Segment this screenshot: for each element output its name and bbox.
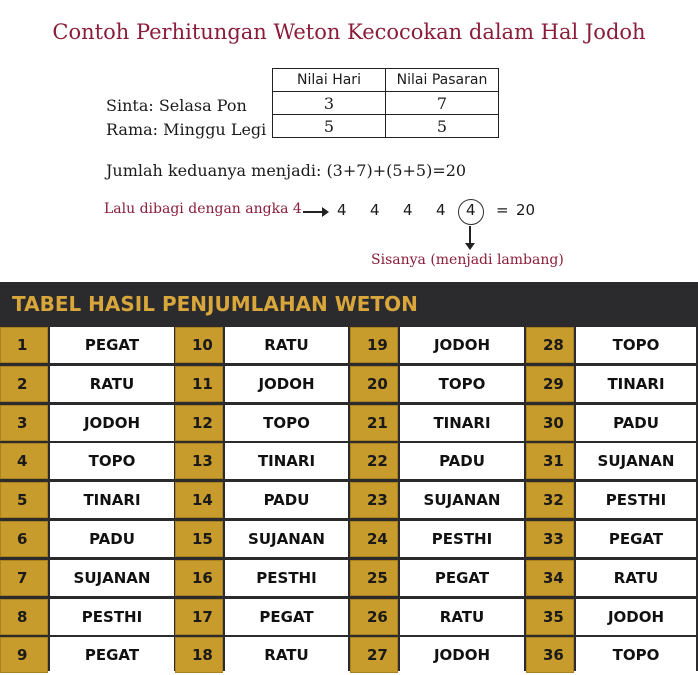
weton-result: PESTHI — [50, 599, 174, 635]
weton-result: PADU — [225, 482, 348, 518]
person-rama: Rama: Minggu Legi — [106, 120, 267, 139]
remainder-note: Sisanya (menjadi lambang) — [371, 252, 564, 268]
table-row — [0, 442, 698, 481]
down-arrow-icon — [469, 226, 471, 246]
weton-result: SUJANAN — [50, 560, 174, 596]
weton-result: PESTHI — [400, 521, 524, 557]
weton-result: RATU — [225, 637, 348, 673]
weton-number: 28 — [526, 327, 574, 363]
weton-number: 26 — [350, 599, 398, 635]
weton-result: RATU — [400, 599, 524, 635]
weton-number: 23 — [350, 482, 398, 518]
table-row — [0, 559, 698, 598]
weton-result: PEGAT — [225, 599, 348, 635]
result-table-heading: TABEL HASIL PENJUMLAHAN WETON — [12, 292, 418, 316]
weton-number: 13 — [175, 443, 223, 479]
weton-number: 27 — [350, 637, 398, 673]
divisor-value: 4 — [370, 201, 380, 219]
nilai-table — [272, 68, 499, 138]
weton-result: TOPO — [225, 405, 348, 441]
weton-number: 29 — [526, 366, 574, 402]
table-row — [0, 636, 698, 675]
weton-result: PEGAT — [50, 327, 174, 363]
table-row — [0, 520, 698, 559]
weton-number: 19 — [350, 327, 398, 363]
weton-result: PADU — [50, 521, 174, 557]
weton-number: 16 — [175, 560, 223, 596]
weton-number: 30 — [526, 405, 574, 441]
weton-result: JODOH — [400, 637, 524, 673]
sum-line: Jumlah keduanya menjadi: (3+7)+(5+5)=20 — [106, 161, 467, 180]
weton-result: RATU — [50, 366, 174, 402]
weton-number: 32 — [526, 482, 574, 518]
weton-result: TINARI — [400, 405, 524, 441]
weton-result: TINARI — [225, 443, 348, 479]
weton-result: TINARI — [576, 366, 696, 402]
weton-number: 33 — [526, 521, 574, 557]
weton-result: JODOH — [225, 366, 348, 402]
weton-result: JODOH — [50, 405, 174, 441]
person-sinta: Sinta: Selasa Pon — [106, 96, 247, 115]
weton-result: JODOH — [400, 327, 524, 363]
table-row — [0, 481, 698, 520]
weton-number: 6 — [0, 521, 48, 557]
weton-result: PESTHI — [225, 560, 348, 596]
weton-result: PESTHI — [576, 482, 696, 518]
weton-number: 35 — [526, 599, 574, 635]
weton-number: 11 — [175, 366, 223, 402]
weton-number: 34 — [526, 560, 574, 596]
weton-result: RATU — [225, 327, 348, 363]
weton-result: RATU — [576, 560, 696, 596]
weton-number: 7 — [0, 560, 48, 596]
equals-sign: = — [496, 201, 509, 219]
weton-number: 17 — [175, 599, 223, 635]
rama-pasaran: 5 — [386, 115, 499, 138]
header-nilai-hari: Nilai Hari — [273, 69, 386, 92]
weton-number: 5 — [0, 482, 48, 518]
divisor-value: 4 — [337, 201, 347, 219]
weton-number: 18 — [175, 637, 223, 673]
table-row — [0, 326, 698, 365]
weton-number: 24 — [350, 521, 398, 557]
rama-hari: 5 — [273, 115, 386, 138]
weton-result: JODOH — [576, 599, 696, 635]
remainder-value: 4 — [466, 201, 476, 219]
weton-number: 31 — [526, 443, 574, 479]
header-nilai-pasaran: Nilai Pasaran — [386, 69, 499, 92]
weton-number: 25 — [350, 560, 398, 596]
weton-number: 8 — [0, 599, 48, 635]
weton-result: PADU — [400, 443, 524, 479]
sinta-pasaran: 7 — [386, 92, 499, 115]
weton-number: 4 — [0, 443, 48, 479]
divide-label: Lalu dibagi dengan angka 4 — [104, 201, 302, 217]
calculation-example — [0, 0, 698, 282]
table-row — [0, 598, 698, 637]
weton-result: SUJANAN — [400, 482, 524, 518]
weton-number: 36 — [526, 637, 574, 673]
result-table-section — [0, 282, 698, 671]
weton-result: TINARI — [50, 482, 174, 518]
weton-result: TOPO — [576, 327, 696, 363]
weton-number: 10 — [175, 327, 223, 363]
weton-number: 1 — [0, 327, 48, 363]
sinta-hari: 3 — [273, 92, 386, 115]
divisor-value: 4 — [403, 201, 413, 219]
weton-result: PEGAT — [400, 560, 524, 596]
weton-number: 21 — [350, 405, 398, 441]
weton-number: 3 — [0, 405, 48, 441]
right-arrow-icon — [303, 211, 327, 213]
weton-number: 12 — [175, 405, 223, 441]
table-row — [0, 404, 698, 443]
weton-result: TOPO — [576, 637, 696, 673]
weton-result: TOPO — [50, 443, 174, 479]
weton-result: TOPO — [400, 366, 524, 402]
weton-number: 2 — [0, 366, 48, 402]
divisor-value: 4 — [436, 201, 446, 219]
weton-result: PEGAT — [576, 521, 696, 557]
weton-number: 15 — [175, 521, 223, 557]
weton-result: PADU — [576, 405, 696, 441]
weton-number: 22 — [350, 443, 398, 479]
weton-result: PEGAT — [50, 637, 174, 673]
weton-result: SUJANAN — [225, 521, 348, 557]
weton-number: 20 — [350, 366, 398, 402]
weton-number: 9 — [0, 637, 48, 673]
page-title: Contoh Perhitungan Weton Kecocokan dalam Hal Jodoh — [52, 20, 646, 44]
weton-number: 14 — [175, 482, 223, 518]
division-result: 20 — [516, 201, 536, 219]
weton-result: SUJANAN — [576, 443, 696, 479]
table-row — [0, 365, 698, 404]
